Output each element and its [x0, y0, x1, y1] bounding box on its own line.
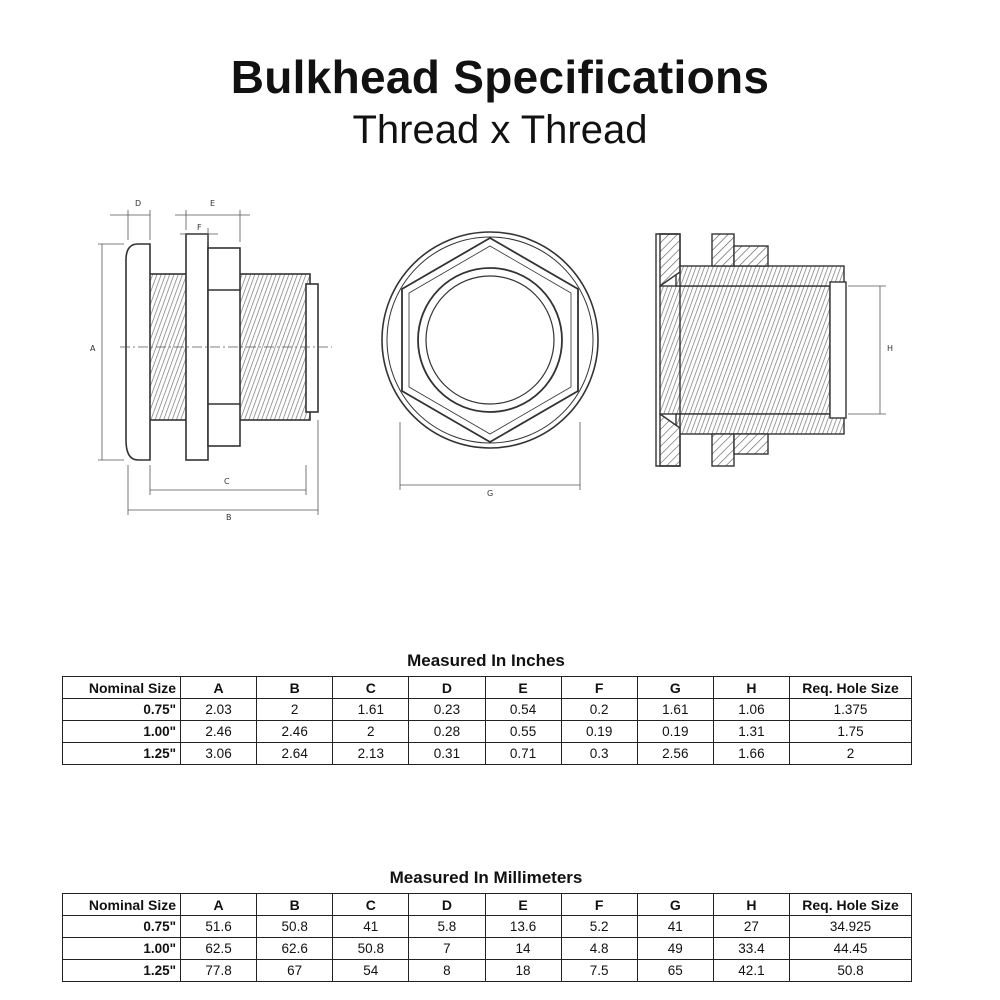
thread-end — [306, 284, 318, 412]
cell: 2 — [790, 743, 912, 765]
cell: 0.23 — [409, 699, 485, 721]
cell: 1.25" — [63, 960, 181, 982]
cell: 2.13 — [333, 743, 409, 765]
cell: 50.8 — [790, 960, 912, 982]
cell: 2.46 — [181, 721, 257, 743]
label-a: A — [90, 344, 96, 353]
header-b: B — [257, 894, 333, 916]
header-nominal-size: Nominal Size — [63, 677, 181, 699]
table-row — [63, 721, 912, 743]
header-hole-size: Req. Hole Size — [790, 677, 912, 699]
header-f: F — [561, 894, 637, 916]
cell: 27 — [713, 916, 789, 938]
cell: 0.71 — [485, 743, 561, 765]
cell: 50.8 — [333, 938, 409, 960]
table-row — [63, 743, 912, 765]
cell: 7 — [409, 938, 485, 960]
cell: 0.19 — [561, 721, 637, 743]
header-c: C — [333, 894, 409, 916]
section-view — [656, 234, 846, 466]
cell: 5.8 — [409, 916, 485, 938]
cell: 62.6 — [257, 938, 333, 960]
cell: 13.6 — [485, 916, 561, 938]
cell: 0.19 — [637, 721, 713, 743]
cell: 50.8 — [257, 916, 333, 938]
cell: 7.5 — [561, 960, 637, 982]
header-h: H — [713, 677, 789, 699]
header-a: A — [181, 894, 257, 916]
cell: 0.28 — [409, 721, 485, 743]
header-g: G — [637, 894, 713, 916]
cell: 1.25" — [63, 743, 181, 765]
cell: 49 — [637, 938, 713, 960]
cell: 3.06 — [181, 743, 257, 765]
header-f: F — [561, 677, 637, 699]
cell: 2.46 — [257, 721, 333, 743]
cell: 0.2 — [561, 699, 637, 721]
cell: 1.31 — [713, 721, 789, 743]
header-e: E — [485, 677, 561, 699]
cell: 1.375 — [790, 699, 912, 721]
header-nominal-size: Nominal Size — [63, 894, 181, 916]
cell: 1.06 — [713, 699, 789, 721]
label-c: C — [224, 477, 230, 486]
cell: 8 — [409, 960, 485, 982]
inches-table — [62, 676, 912, 765]
cell: 34.925 — [790, 916, 912, 938]
cell: 1.61 — [333, 699, 409, 721]
table-header-row — [63, 677, 912, 699]
cell: 14 — [485, 938, 561, 960]
cell: 77.8 — [181, 960, 257, 982]
header-c: C — [333, 677, 409, 699]
cell: 0.31 — [409, 743, 485, 765]
cell: 2.03 — [181, 699, 257, 721]
cell: 51.6 — [181, 916, 257, 938]
cell: 41 — [637, 916, 713, 938]
label-g: G — [487, 489, 494, 498]
header-b: B — [257, 677, 333, 699]
millimeters-caption: Measured In Millimeters — [389, 868, 583, 887]
cell: 54 — [333, 960, 409, 982]
table-row — [63, 960, 912, 982]
cell: 2 — [333, 721, 409, 743]
header-e: E — [485, 894, 561, 916]
cell: 0.75" — [63, 916, 181, 938]
cell: 1.00" — [63, 721, 181, 743]
header-d: D — [409, 677, 485, 699]
inches-caption: Measured In Inches — [407, 651, 565, 670]
label-b: B — [226, 513, 232, 522]
cell: 4.8 — [561, 938, 637, 960]
cell: 1.66 — [713, 743, 789, 765]
cell: 44.45 — [790, 938, 912, 960]
label-f: F — [197, 223, 202, 232]
table-row — [63, 699, 912, 721]
cell: 33.4 — [713, 938, 789, 960]
millimeters-table — [62, 893, 912, 982]
header-d: D — [409, 894, 485, 916]
cell: 18 — [485, 960, 561, 982]
cell: 2.56 — [637, 743, 713, 765]
cell: 62.5 — [181, 938, 257, 960]
bulkhead-diagram — [0, 190, 1000, 530]
header-hole-size: Req. Hole Size — [790, 894, 912, 916]
header-g: G — [637, 677, 713, 699]
label-d: D — [135, 199, 142, 208]
header-a: A — [181, 677, 257, 699]
cell: 1.75 — [790, 721, 912, 743]
cell: 65 — [637, 960, 713, 982]
label-h: H — [887, 344, 894, 353]
cell: 1.61 — [637, 699, 713, 721]
cell: 0.54 — [485, 699, 561, 721]
front-view — [382, 232, 598, 448]
cell: 2.64 — [257, 743, 333, 765]
cell: 0.55 — [485, 721, 561, 743]
table-row — [63, 938, 912, 960]
header-h: H — [713, 894, 789, 916]
flange — [126, 244, 150, 460]
cell: 5.2 — [561, 916, 637, 938]
table-row — [63, 916, 912, 938]
cell: 67 — [257, 960, 333, 982]
section-dimension-lines — [848, 286, 886, 414]
section-threads — [660, 286, 830, 414]
table-header-row — [63, 894, 912, 916]
page-subtitle: Thread x Thread — [352, 108, 648, 152]
cell: 2 — [257, 699, 333, 721]
cell: 41 — [333, 916, 409, 938]
cell: 1.00" — [63, 938, 181, 960]
cell: 0.75" — [63, 699, 181, 721]
cell: 42.1 — [713, 960, 789, 982]
label-e: E — [210, 199, 216, 208]
page-title: Bulkhead Specifications — [230, 51, 770, 103]
cell: 0.3 — [561, 743, 637, 765]
